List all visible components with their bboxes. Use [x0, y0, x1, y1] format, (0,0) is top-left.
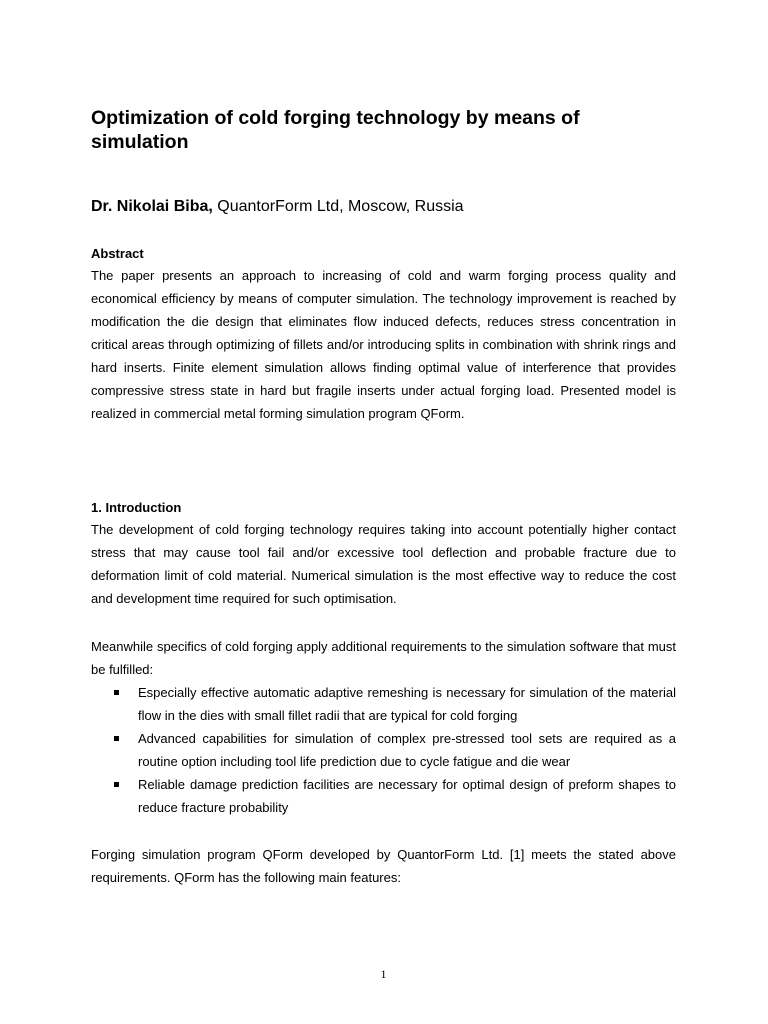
introduction-heading: 1. Introduction — [91, 500, 182, 515]
list-item-text: Reliable damage prediction facilities are necessary for optimal design of preform shapes to reduce fracture probability — [138, 777, 676, 815]
bullet-square-icon — [114, 782, 119, 787]
author-name: Dr. Nikolai Biba, — [91, 198, 213, 215]
list-item-text: Especially effective automatic adaptive remeshing is necessary for simulation of the material flow in the dies with small fillet radii that are typical for cold forging — [138, 685, 676, 723]
author-line — [91, 197, 676, 217]
introduction-paragraph-2: Meanwhile specifics of cold forging apply additional requirements to the simulation software that must be fulfilled: — [91, 639, 676, 677]
list-item-text: Advanced capabilities for simulation of complex pre-stressed tool sets are required as a routine option including tool life prediction due to cycle fatigue and die wear — [138, 731, 676, 769]
author-affiliation: QuantorForm Ltd, Moscow, Russia — [212, 198, 464, 215]
bullet-square-icon — [114, 736, 119, 741]
introduction-paragraph-1: The development of cold forging technology requires taking into account potentially higher contact stress that may cause tool fail and/or excessive tool deflection and probable fracture due to deformation limit of cold material. Numerical simulation is the most effective way to reduce the cost and development time required for such optimisation. — [91, 522, 676, 606]
list-item — [91, 727, 676, 773]
list-item — [91, 681, 676, 727]
list-item — [91, 773, 676, 819]
page-number: 1 — [380, 967, 387, 981]
document-page — [91, 0, 676, 1024]
abstract-heading: Abstract — [91, 246, 144, 261]
introduction-paragraph-3: Forging simulation program QForm developed by QuantorForm Ltd. [1] meets the stated above requirements. QForm has the following main features: — [91, 847, 676, 885]
abstract-text: The paper presents an approach to increasing of cold and warm forging process quality and economical efficiency by means of computer simulation. The technology improvement is reached by modification the die design that eliminates flow induced defects, reduces stress concentration in critical areas through optimizing of fillets and/or introducing splits in combination with shrink rings and hard inserts. Finite element simulation allows finding optimal value of interference that provides compressive stress state in hard but fragile inserts under actual forging load. Presented model is realized in commercial metal forming simulation program QForm. — [91, 268, 676, 421]
requirements-list — [91, 681, 676, 819]
paper-title: Optimization of cold forging technology by means of simulation — [91, 107, 580, 153]
bullet-square-icon — [114, 690, 119, 695]
